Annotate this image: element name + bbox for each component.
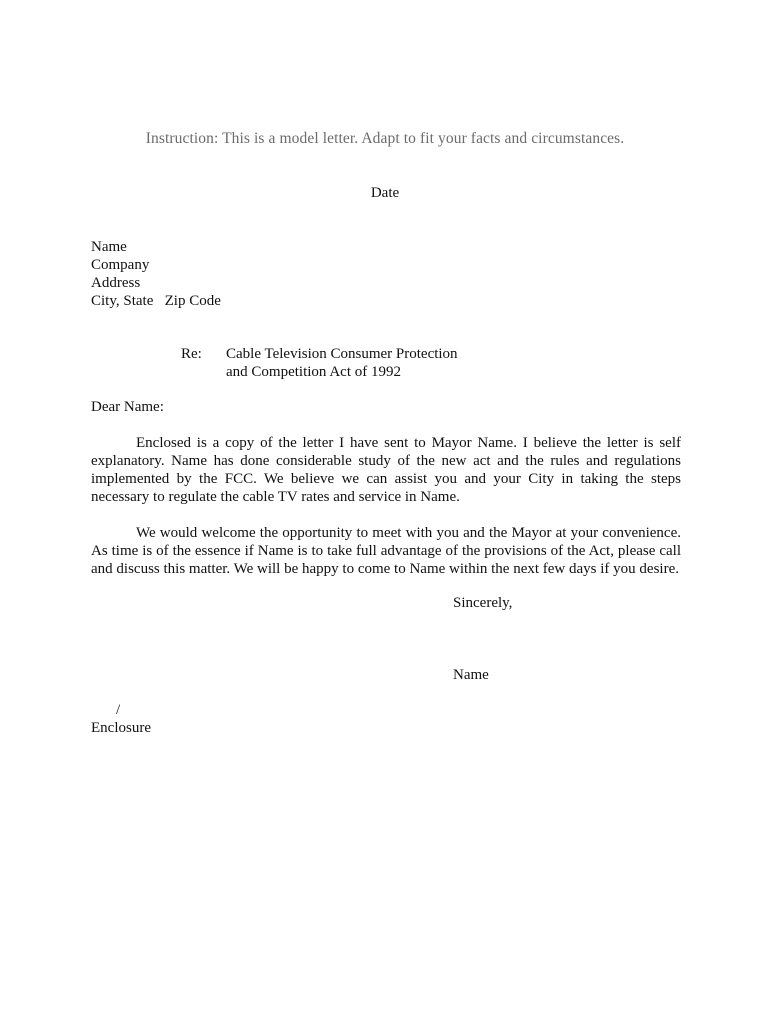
- recipient-address-block: [91, 238, 221, 310]
- subject-line: [181, 345, 458, 381]
- recipient-company: Company: [91, 257, 150, 273]
- enclosure-note: Enclosure: [91, 720, 151, 736]
- recipient-city-state-zip: City, State Zip Code: [91, 293, 221, 309]
- closing: Sincerely,: [453, 595, 513, 611]
- instruction-note: Instruction: This is a model letter. Adapt to fit your facts and circumstances.: [145, 130, 625, 147]
- subject-text: [226, 345, 458, 381]
- recipient-address: Address: [91, 275, 141, 291]
- letter-date: Date: [370, 185, 400, 201]
- recipient-name: Name: [91, 239, 127, 255]
- subject-line-2: and Competition Act of 1992: [226, 364, 401, 380]
- body-paragraph-2: We would welcome the opportunity to meet with you and the Mayor at your convenience. As time is of the essence if Name is to take full advantage of the provisions of the Act, please call and discuss this matter. We will be happy to come to Name within the next few days if you desire.: [91, 525, 681, 577]
- salutation: Dear Name:: [91, 399, 164, 415]
- typist-initials: /: [116, 702, 121, 718]
- subject-label: Re:: [181, 346, 202, 362]
- signer-name: Name: [453, 667, 489, 683]
- subject-line-1: Cable Television Consumer Protection: [226, 346, 458, 362]
- body-paragraph-1: Enclosed is a copy of the letter I have sent to Mayor Name. I believe the letter is self explanatory. Name has done considerable study of the new act and the rules and regulations implemented by the FCC. We believe we can assist you and your City in taking the steps necessary to regulate the cable TV rates and service in Name.: [91, 435, 681, 505]
